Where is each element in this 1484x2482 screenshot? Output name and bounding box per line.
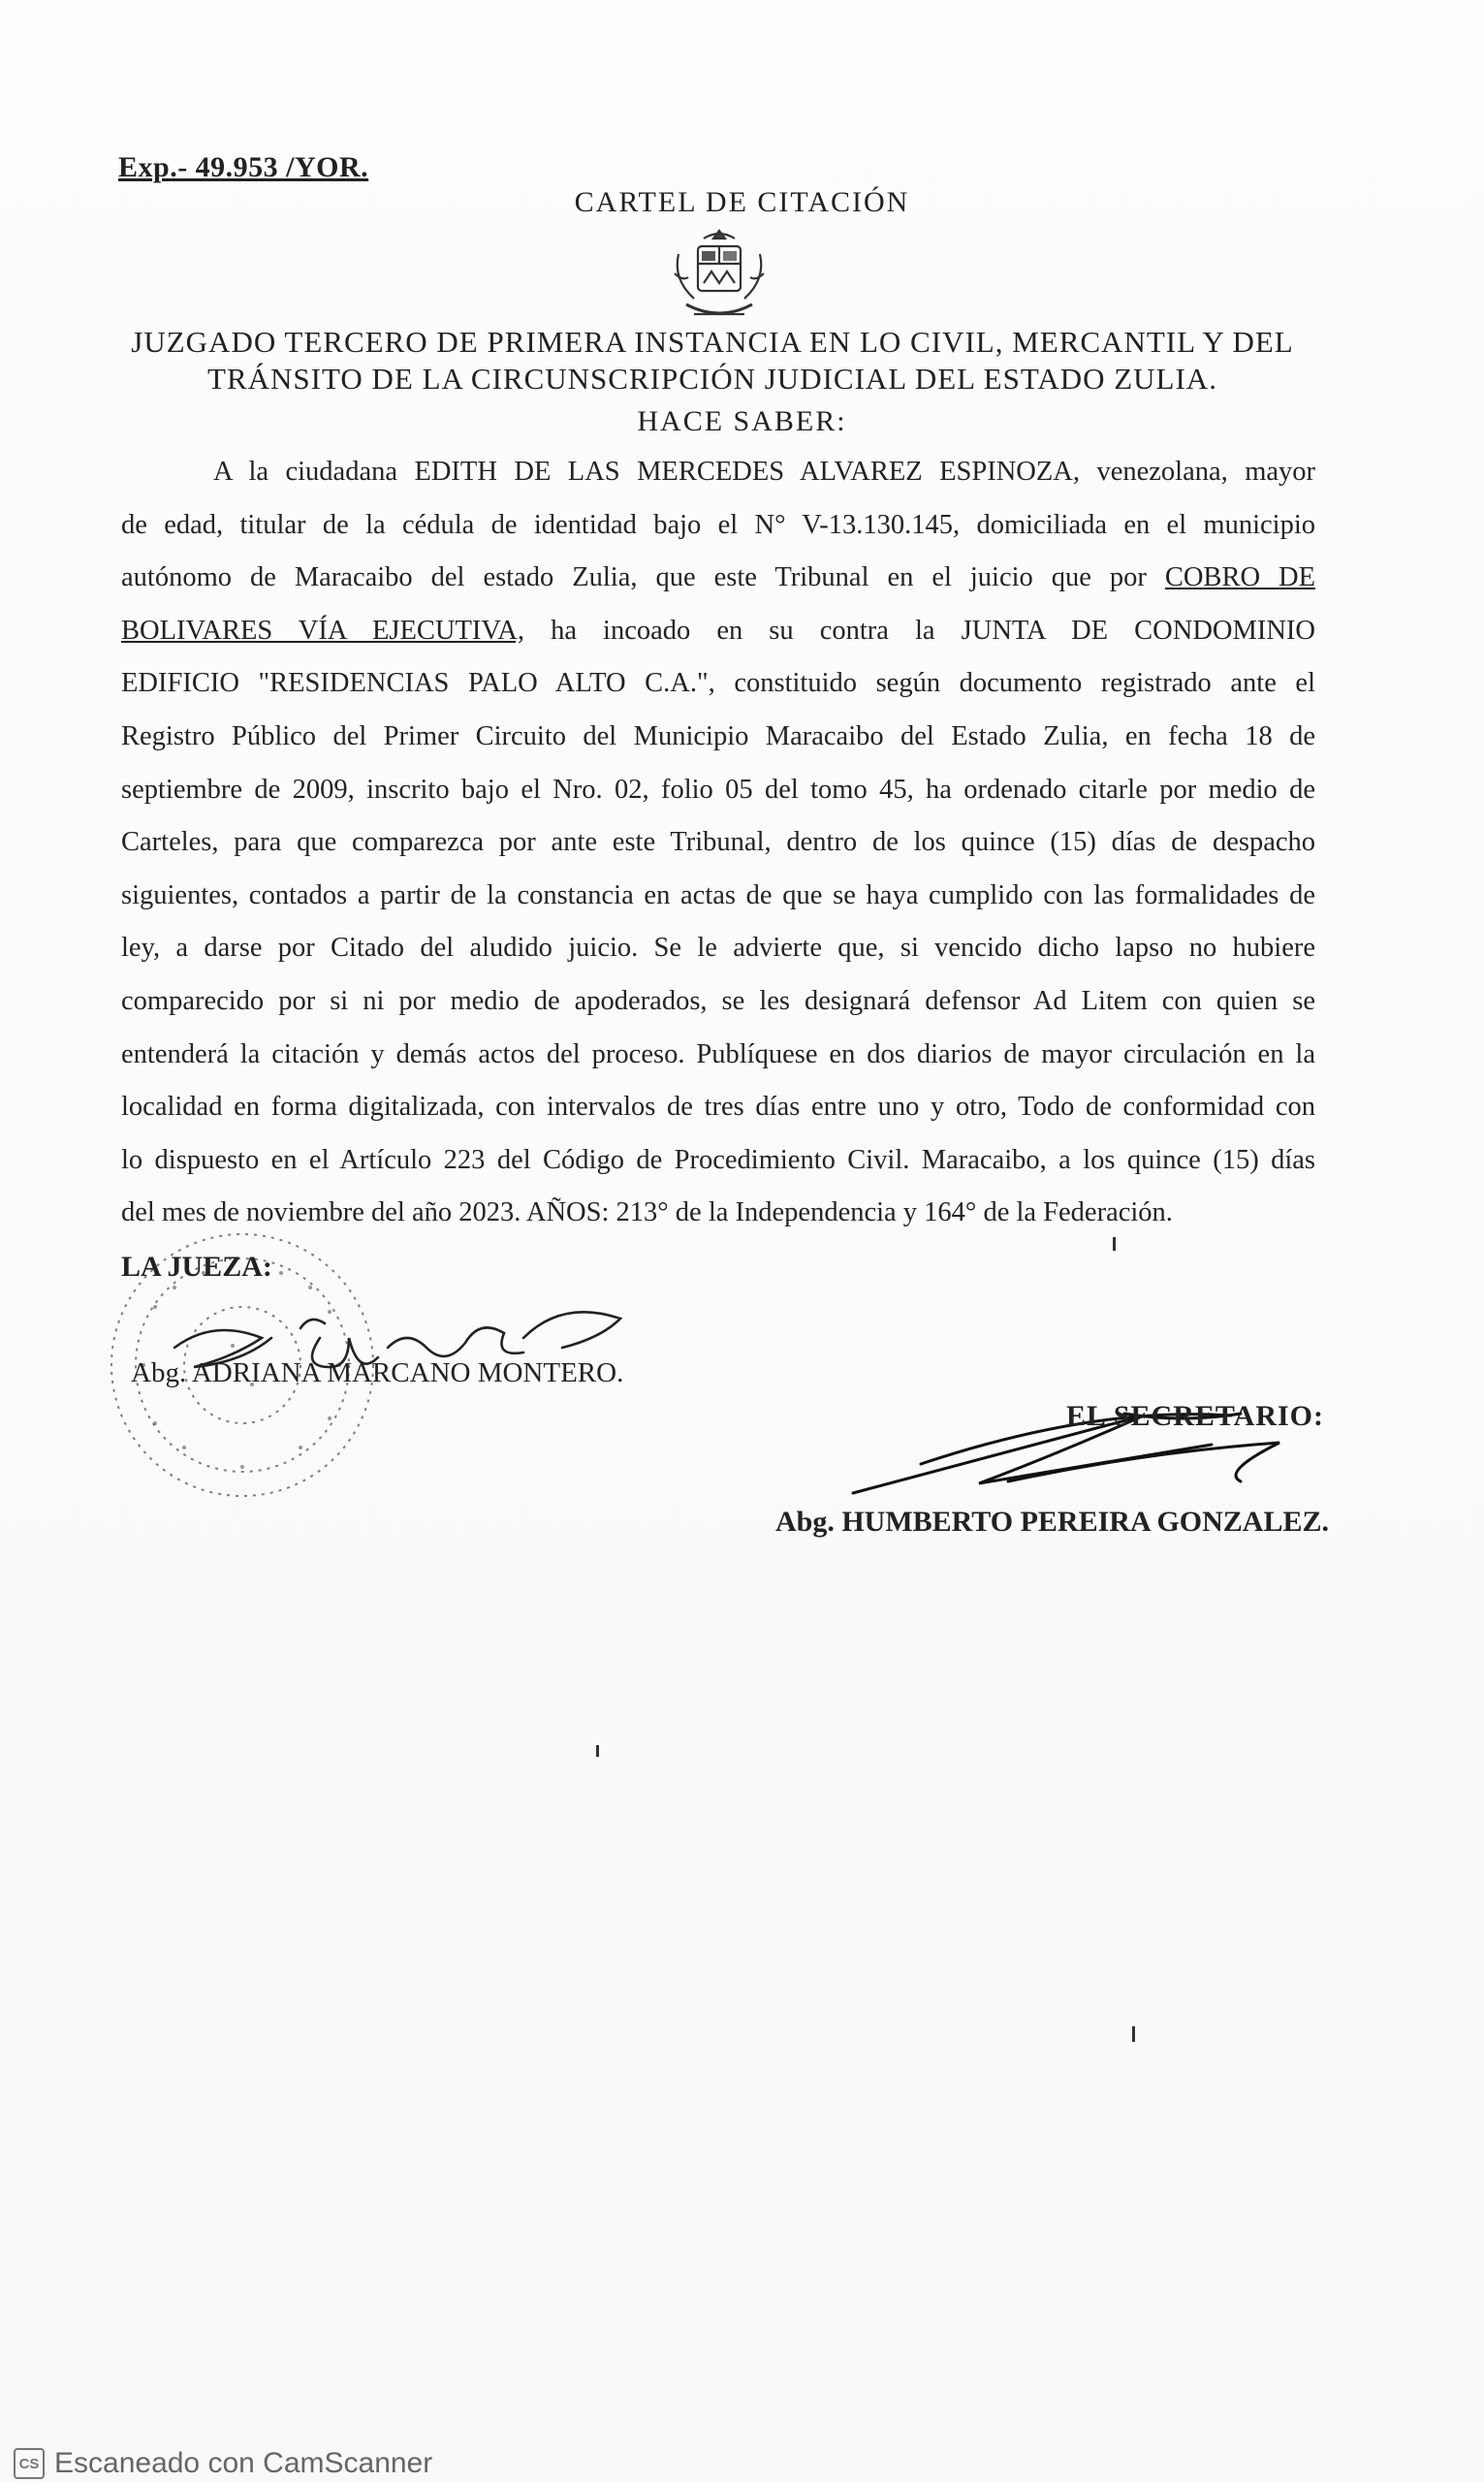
body-line-7: septiembre de 2009, inscrito bajo el Nro. 02, folio 05 del tomo 45, ha ordenado citarle por medio de	[121, 774, 1315, 805]
secretario-title: EL SECRETARIO:	[1066, 1400, 1325, 1432]
body-line-11: comparecido por si ni por medio de apoderados, se les designará defensor Ad Litem con quien se	[121, 985, 1315, 1016]
coat-of-arms-icon	[665, 225, 774, 326]
scan-mark	[1132, 2026, 1135, 2042]
body-line-4-underlined: BOLIVARES VÍA EJECUTIVA,	[121, 615, 524, 646]
jueza-name: Abg. ADRIANA MARCANO MONTERO.	[131, 1357, 624, 1388]
camscanner-logo-icon: CS	[14, 2448, 45, 2479]
court-heading	[126, 324, 1299, 398]
body-line-15: del mes de noviembre del año 2023. AÑOS: 213° de la Independencia y 164° de la Federación.	[121, 1197, 1173, 1228]
body-line-4-text: ha incoado en su contra la JUNTA DE CONDOMINIO	[551, 615, 1315, 646]
body-line-12: entenderá la citación y demás actos del proceso. Publíquese en dos diarios de mayor circulación en la	[121, 1038, 1315, 1069]
scan-mark	[596, 1745, 599, 1757]
court-heading-line-2: TRÁNSITO DE LA CIRCUNSCRIPCIÓN JUDICIAL DEL ESTADO ZULIA.	[207, 362, 1217, 396]
camscanner-watermark	[14, 2447, 432, 2480]
body-line-3	[121, 552, 1315, 605]
body-line-14: lo dispuesto en el Artículo 223 del Código de Procedimiento Civil. Maracaibo, a los quince (15) días	[121, 1144, 1315, 1175]
scan-mark	[1113, 1237, 1116, 1251]
body-line-13: localidad en forma digitalizada, con intervalos de tres días entre uno y otro, Todo de conformidad con	[121, 1092, 1315, 1123]
body-line-4	[121, 605, 1315, 658]
document-title: CARTEL DE CITACIÓN	[574, 186, 910, 218]
body-line-3-text: autónomo de Maracaibo del estado Zulia, que este Tribunal en el juicio que por	[121, 562, 1147, 593]
body-line-5: EDIFICIO "RESIDENCIAS PALO ALTO C.A.", constituido según documento registrado ante el	[121, 668, 1315, 699]
camscanner-text: Escaneado con CamScanner	[54, 2447, 433, 2479]
body-line-6: Registro Público del Primer Circuito del Municipio Maracaibo del Estado Zulia, en fecha 18 de	[121, 720, 1315, 751]
body-line-8: Carteles, para que comparezca por ante este Tribunal, dentro de los quince (15) días de despacho	[121, 827, 1315, 858]
body-line-2: de edad, titular de la cédula de identidad bajo el N° V-13.130.145, domiciliada en el municipio	[121, 509, 1315, 540]
case-number: Exp.- 49.953 /YOR.	[118, 151, 369, 183]
secretario-name: Abg. HUMBERTO PEREIRA GONZALEZ.	[775, 1506, 1329, 1538]
body-line-10: ley, a darse por Citado del aludido juicio. Se le advierte que, si vencido dicho lapso no hubiere	[121, 933, 1315, 964]
jueza-title: LA JUEZA:	[121, 1251, 272, 1283]
hace-saber-heading: HACE SABER:	[637, 405, 847, 437]
body-line-9: siguientes, contados a partir de la constancia en actas de que se haya cumplido con las formalidades de	[121, 879, 1315, 910]
citation-body	[121, 446, 1315, 1240]
body-line-1: A la ciudadana EDITH DE LAS MERCEDES ALVAREZ ESPINOZA, venezolana, mayor	[213, 457, 1315, 487]
jueza-signature-block	[121, 1251, 703, 1503]
body-line-3-underlined: COBRO DE	[1164, 562, 1315, 593]
court-heading-line-1: JUZGADO TERCERO DE PRIMERA INSTANCIA EN LO CIVIL, MERCANTIL Y DEL	[131, 325, 1294, 359]
